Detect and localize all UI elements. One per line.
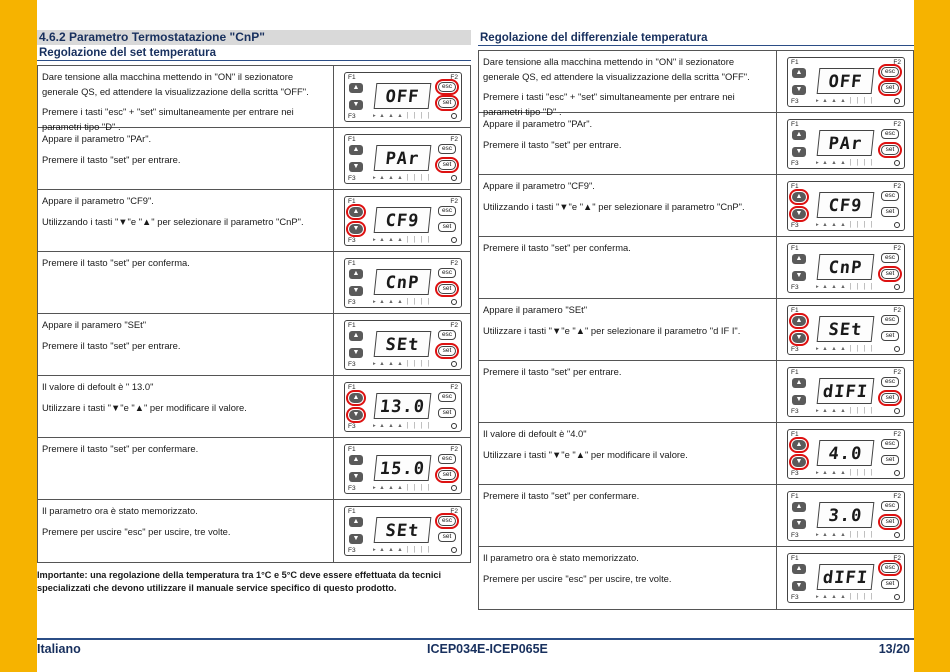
controller-panel-figure xyxy=(777,547,913,609)
controller-panel-figure xyxy=(777,237,913,298)
esc-key: esc xyxy=(881,253,899,263)
f1-label: F1 xyxy=(791,555,799,562)
lcd-display: OFF xyxy=(374,83,432,109)
step-line: Appare il paramero "SEt" xyxy=(483,304,588,315)
power-icon xyxy=(894,532,900,538)
up-arrow-icon: ▲ xyxy=(792,192,806,202)
f3-label: F3 xyxy=(791,532,799,539)
step-text xyxy=(479,175,777,236)
step-row xyxy=(479,361,913,423)
set-key: set xyxy=(881,331,899,341)
f2-label: F2 xyxy=(893,493,901,500)
right-color-band xyxy=(914,0,950,672)
step-line: Premere il tasto "set" per entrare. xyxy=(483,366,622,377)
status-icons: ▸ ▲ ▲ ▲ │ │ │ │ xyxy=(373,113,432,119)
f3-label: F3 xyxy=(348,299,356,306)
f2-label: F2 xyxy=(450,446,458,453)
controller-panel-figure xyxy=(334,438,470,499)
status-icons: ▸ ▲ ▲ ▲ │ │ │ │ xyxy=(373,237,432,243)
esc-key: esc xyxy=(438,330,456,340)
set-key: set xyxy=(438,98,456,108)
set-key: set xyxy=(881,455,899,465)
power-icon xyxy=(451,361,457,367)
power-icon xyxy=(451,237,457,243)
step-line: Il parametro ora è stato memorizzato. xyxy=(42,505,198,516)
footer-model: ICEP034E-ICEP065E xyxy=(427,642,548,656)
step-line: Utilizzare i tasti "▼"e "▲" per selezionare il parametro "d IF I". xyxy=(483,324,741,336)
step-line: Premere per uscire "esc" per uscire, tre volte. xyxy=(483,572,672,584)
step-text xyxy=(38,252,334,313)
f3-label: F3 xyxy=(348,423,356,430)
f3-label: F3 xyxy=(791,160,799,167)
left-column xyxy=(37,30,471,595)
down-arrow-icon: ▼ xyxy=(792,85,806,95)
lcd-display: PAr xyxy=(374,145,432,171)
section-title: 4.6.2 Parametro Termostatazione "CnP" xyxy=(37,30,471,45)
important-note: Importante: una regolazione della temperatura tra 1°C e 5°C deve essere effettuata da tecnici specializzati che devono utilizzare il manuale service specifico di questo prodotto. xyxy=(37,570,442,593)
f3-label: F3 xyxy=(791,284,799,291)
status-icons: ▸ ▲ ▲ ▲ │ │ │ │ xyxy=(373,299,432,305)
power-icon xyxy=(894,284,900,290)
controller-panel xyxy=(344,196,462,246)
f2-label: F2 xyxy=(893,245,901,252)
f1-label: F1 xyxy=(791,121,799,128)
f1-label: F1 xyxy=(791,183,799,190)
step-row xyxy=(479,175,913,237)
f3-label: F3 xyxy=(791,98,799,105)
down-arrow-icon: ▼ xyxy=(349,224,363,234)
step-row xyxy=(479,237,913,299)
down-arrow-icon: ▼ xyxy=(349,286,363,296)
controller-panel-figure xyxy=(334,252,470,313)
controller-panel xyxy=(787,491,905,541)
step-row xyxy=(38,314,470,376)
f2-label: F2 xyxy=(450,322,458,329)
step-row xyxy=(479,423,913,485)
step-text xyxy=(479,113,777,174)
power-icon xyxy=(894,222,900,228)
down-arrow-icon: ▼ xyxy=(792,395,806,405)
up-arrow-icon: ▲ xyxy=(349,145,363,155)
status-icons: ▸ ▲ ▲ ▲ │ │ │ │ xyxy=(373,547,432,553)
document-page xyxy=(37,0,914,672)
f2-label: F2 xyxy=(893,555,901,562)
controller-panel-figure xyxy=(334,314,470,375)
f1-label: F1 xyxy=(348,508,356,515)
controller-panel xyxy=(787,553,905,603)
down-arrow-icon: ▼ xyxy=(349,100,363,110)
lcd-display: dIFI xyxy=(817,378,875,404)
down-arrow-icon: ▼ xyxy=(792,581,806,591)
f1-label: F1 xyxy=(791,245,799,252)
set-key: set xyxy=(438,346,456,356)
up-arrow-icon: ▲ xyxy=(349,269,363,279)
down-arrow-icon: ▼ xyxy=(792,333,806,343)
f2-label: F2 xyxy=(893,307,901,314)
controller-panel-figure xyxy=(334,500,470,562)
up-arrow-icon: ▲ xyxy=(792,440,806,450)
up-arrow-icon: ▲ xyxy=(349,517,363,527)
f3-label: F3 xyxy=(791,346,799,353)
f2-label: F2 xyxy=(893,121,901,128)
set-key: set xyxy=(438,532,456,542)
power-icon xyxy=(451,113,457,119)
up-arrow-icon: ▲ xyxy=(792,502,806,512)
lcd-display: PAr xyxy=(817,130,875,156)
page-footer xyxy=(37,638,914,672)
controller-panel xyxy=(787,367,905,417)
f2-label: F2 xyxy=(450,508,458,515)
lcd-display: CnP xyxy=(374,269,432,295)
controller-panel xyxy=(344,320,462,370)
step-row xyxy=(38,66,470,132)
up-arrow-icon: ▲ xyxy=(792,68,806,78)
right-steps-table xyxy=(478,50,914,610)
down-arrow-icon: ▼ xyxy=(792,209,806,219)
f3-label: F3 xyxy=(348,485,356,492)
controller-panel xyxy=(787,243,905,293)
step-text xyxy=(38,190,334,251)
power-icon xyxy=(894,346,900,352)
left-steps-table xyxy=(37,65,471,563)
f3-label: F3 xyxy=(348,175,356,182)
status-icons: ▸ ▲ ▲ ▲ │ │ │ │ xyxy=(816,346,875,352)
status-icons: ▸ ▲ ▲ ▲ │ │ │ │ xyxy=(373,423,432,429)
controller-panel xyxy=(344,444,462,494)
up-arrow-icon: ▲ xyxy=(792,254,806,264)
f3-label: F3 xyxy=(791,594,799,601)
f1-label: F1 xyxy=(791,369,799,376)
esc-key: esc xyxy=(438,144,456,154)
power-icon xyxy=(894,470,900,476)
controller-panel-figure xyxy=(777,423,913,484)
f1-label: F1 xyxy=(791,493,799,500)
status-icons: ▸ ▲ ▲ ▲ │ │ │ │ xyxy=(816,594,875,600)
step-line: Premere il tasto "set" per entrare. xyxy=(42,339,181,351)
down-arrow-icon: ▼ xyxy=(349,472,363,482)
f2-label: F2 xyxy=(450,198,458,205)
left-subtitle: Regolazione del set temperatura xyxy=(37,45,471,61)
up-arrow-icon: ▲ xyxy=(349,83,363,93)
lcd-display: CF9 xyxy=(817,192,875,218)
step-text xyxy=(38,66,334,132)
controller-panel-figure xyxy=(777,51,913,112)
step-text xyxy=(38,500,334,562)
f2-label: F2 xyxy=(893,183,901,190)
controller-panel-figure xyxy=(777,299,913,360)
step-text xyxy=(479,361,777,422)
status-icons: ▸ ▲ ▲ ▲ │ │ │ │ xyxy=(816,98,875,104)
power-icon xyxy=(451,423,457,429)
lcd-display: 15.0 xyxy=(374,455,432,481)
power-icon xyxy=(451,547,457,553)
power-icon xyxy=(894,98,900,104)
f2-label: F2 xyxy=(893,369,901,376)
up-arrow-icon: ▲ xyxy=(349,393,363,403)
step-line: Premere per uscire "esc" per uscire, tre volte. xyxy=(42,525,231,537)
f2-label: F2 xyxy=(450,74,458,81)
esc-key: esc xyxy=(881,377,899,387)
power-icon xyxy=(451,299,457,305)
controller-panel-figure xyxy=(334,66,470,127)
lcd-display: CnP xyxy=(817,254,875,280)
step-text xyxy=(38,314,334,375)
down-arrow-icon: ▼ xyxy=(792,147,806,157)
controller-panel xyxy=(787,181,905,231)
step-row xyxy=(479,299,913,361)
set-key: set xyxy=(438,222,456,232)
set-key: set xyxy=(881,517,899,527)
step-line: Il valore di defoult è " 13.0" xyxy=(42,381,154,392)
step-line: Premere il tasto "set" per conferma. xyxy=(483,242,631,253)
step-row xyxy=(38,128,470,190)
f3-label: F3 xyxy=(348,547,356,554)
f2-label: F2 xyxy=(893,431,901,438)
up-arrow-icon: ▲ xyxy=(349,207,363,217)
step-line: Appare il paramero "SEt" xyxy=(42,319,147,330)
up-arrow-icon: ▲ xyxy=(792,564,806,574)
f3-label: F3 xyxy=(791,470,799,477)
f1-label: F1 xyxy=(791,431,799,438)
status-icons: ▸ ▲ ▲ ▲ │ │ │ │ xyxy=(373,361,432,367)
step-row xyxy=(479,547,913,609)
f2-label: F2 xyxy=(450,260,458,267)
lcd-display: 3.0 xyxy=(817,502,875,528)
controller-panel-figure xyxy=(777,485,913,546)
step-line: Dare tensione alla macchina mettendo in "ON" il sezionatore generale QS, ed attendere la visualizzazione della scritta "OFF". xyxy=(42,71,309,97)
controller-panel xyxy=(344,258,462,308)
step-text xyxy=(479,423,777,484)
step-line: Appare il parametro "CF9". xyxy=(483,180,595,191)
esc-key: esc xyxy=(881,191,899,201)
controller-panel xyxy=(787,429,905,479)
set-key: set xyxy=(881,579,899,589)
f1-label: F1 xyxy=(348,74,356,81)
set-key: set xyxy=(438,284,456,294)
step-line: Appare il parametro "CF9". xyxy=(42,195,154,206)
f2-label: F2 xyxy=(893,59,901,66)
status-icons: ▸ ▲ ▲ ▲ │ │ │ │ xyxy=(816,284,875,290)
esc-key: esc xyxy=(881,67,899,77)
step-row xyxy=(38,438,470,500)
up-arrow-icon: ▲ xyxy=(792,378,806,388)
f1-label: F1 xyxy=(791,307,799,314)
esc-key: esc xyxy=(881,315,899,325)
step-text xyxy=(479,547,777,609)
step-text xyxy=(479,237,777,298)
step-text xyxy=(479,299,777,360)
step-line: Premere il tasto "set" per confermare. xyxy=(42,443,199,454)
step-text xyxy=(38,128,334,189)
lcd-display: 13.0 xyxy=(374,393,432,419)
controller-panel xyxy=(787,57,905,107)
f1-label: F1 xyxy=(791,59,799,66)
controller-panel-figure xyxy=(777,175,913,236)
f1-label: F1 xyxy=(348,322,356,329)
controller-panel xyxy=(344,382,462,432)
f1-label: F1 xyxy=(348,446,356,453)
f1-label: F1 xyxy=(348,260,356,267)
power-icon xyxy=(894,408,900,414)
status-icons: ▸ ▲ ▲ ▲ │ │ │ │ xyxy=(816,408,875,414)
down-arrow-icon: ▼ xyxy=(349,410,363,420)
f1-label: F1 xyxy=(348,198,356,205)
lcd-display: SEt xyxy=(817,316,875,342)
step-line: Utilizzando i tasti "▼"e "▲" per selezionare il parametro "CnP". xyxy=(42,215,304,227)
controller-panel xyxy=(787,119,905,169)
controller-panel xyxy=(344,134,462,184)
up-arrow-icon: ▲ xyxy=(349,455,363,465)
step-line: Appare il parametro "PAr". xyxy=(483,118,593,129)
step-line: Premere i tasti "esc" + "set" simultaneamente per entrare nei parametri tipo "D" . xyxy=(483,91,735,117)
esc-key: esc xyxy=(438,454,456,464)
set-key: set xyxy=(438,408,456,418)
step-line: Il valore di defoult è "4.0" xyxy=(483,428,587,439)
controller-panel-figure xyxy=(777,113,913,174)
set-key: set xyxy=(438,470,456,480)
lcd-display: OFF xyxy=(817,68,875,94)
up-arrow-icon: ▲ xyxy=(349,331,363,341)
esc-key: esc xyxy=(881,563,899,573)
status-icons: ▸ ▲ ▲ ▲ │ │ │ │ xyxy=(373,175,432,181)
step-row xyxy=(38,190,470,252)
step-row xyxy=(479,113,913,175)
status-icons: ▸ ▲ ▲ ▲ │ │ │ │ xyxy=(373,485,432,491)
status-icons: ▸ ▲ ▲ ▲ │ │ │ │ xyxy=(816,222,875,228)
esc-key: esc xyxy=(438,206,456,216)
f3-label: F3 xyxy=(791,222,799,229)
esc-key: esc xyxy=(881,501,899,511)
lcd-display: CF9 xyxy=(374,207,432,233)
footer-page-number: 13/20 xyxy=(878,642,910,656)
step-text xyxy=(479,51,777,117)
step-text xyxy=(38,438,334,499)
set-key: set xyxy=(881,393,899,403)
left-color-band xyxy=(0,0,37,672)
step-line: Appare il parametro "PAr". xyxy=(42,133,152,144)
f3-label: F3 xyxy=(348,237,356,244)
controller-panel-figure xyxy=(777,361,913,422)
status-icons: ▸ ▲ ▲ ▲ │ │ │ │ xyxy=(816,160,875,166)
step-line: Utilizzare i tasti "▼"e "▲" per modificare il valore. xyxy=(42,401,247,413)
step-line: Premere il tasto "set" per entrare. xyxy=(42,153,181,165)
right-subtitle: Regolazione del differenziale temperatura xyxy=(478,30,914,46)
f3-label: F3 xyxy=(348,361,356,368)
down-arrow-icon: ▼ xyxy=(349,162,363,172)
set-key: set xyxy=(881,83,899,93)
step-row xyxy=(38,376,470,438)
lcd-display: SEt xyxy=(374,517,432,543)
lcd-display: 4.0 xyxy=(817,440,875,466)
step-text xyxy=(479,485,777,546)
step-line: Utilizzando i tasti "▼"e "▲" per selezionare il parametro "CnP". xyxy=(483,200,745,212)
step-row xyxy=(38,500,470,562)
f3-label: F3 xyxy=(791,408,799,415)
status-icons: ▸ ▲ ▲ ▲ │ │ │ │ xyxy=(816,532,875,538)
esc-key: esc xyxy=(438,392,456,402)
step-line: Premere il tasto "set" per conferma. xyxy=(42,257,190,268)
f1-label: F1 xyxy=(348,384,356,391)
down-arrow-icon: ▼ xyxy=(349,534,363,544)
step-row xyxy=(479,485,913,547)
right-column xyxy=(478,30,914,610)
esc-key: esc xyxy=(438,268,456,278)
f2-label: F2 xyxy=(450,384,458,391)
down-arrow-icon: ▼ xyxy=(792,519,806,529)
step-text xyxy=(38,376,334,437)
lcd-display: SEt xyxy=(374,331,432,357)
controller-panel xyxy=(344,72,462,122)
esc-key: esc xyxy=(881,439,899,449)
power-icon xyxy=(894,594,900,600)
lcd-display: dIFI xyxy=(817,564,875,590)
power-icon xyxy=(451,175,457,181)
f1-label: F1 xyxy=(348,136,356,143)
step-row xyxy=(479,51,913,117)
power-icon xyxy=(451,485,457,491)
step-row xyxy=(38,252,470,314)
set-key: set xyxy=(438,160,456,170)
power-icon xyxy=(894,160,900,166)
set-key: set xyxy=(881,269,899,279)
down-arrow-icon: ▼ xyxy=(792,271,806,281)
controller-panel-figure xyxy=(334,128,470,189)
controller-panel-figure xyxy=(334,376,470,437)
status-icons: ▸ ▲ ▲ ▲ │ │ │ │ xyxy=(816,470,875,476)
step-line: Utilizzare i tasti "▼"e "▲" per modificare il valore. xyxy=(483,448,688,460)
up-arrow-icon: ▲ xyxy=(792,316,806,326)
set-key: set xyxy=(881,145,899,155)
step-line: Dare tensione alla macchina mettendo in "ON" il sezionatore generale QS, ed attendere la visualizzazione della scritta "OFF". xyxy=(483,56,750,82)
step-line: Premere i tasti "esc" + "set" simultaneamente per entrare nei parametri tipo "D" . xyxy=(42,106,294,132)
step-line: Premere il tasto "set" per entrare. xyxy=(483,138,622,150)
up-arrow-icon: ▲ xyxy=(792,130,806,140)
controller-panel xyxy=(344,506,462,556)
step-line: Premere il tasto "set" per confermare. xyxy=(483,490,640,501)
down-arrow-icon: ▼ xyxy=(349,348,363,358)
esc-key: esc xyxy=(881,129,899,139)
f2-label: F2 xyxy=(450,136,458,143)
esc-key: esc xyxy=(438,516,456,526)
esc-key: esc xyxy=(438,82,456,92)
step-line: Il parametro ora è stato memorizzato. xyxy=(483,552,639,563)
controller-panel-figure xyxy=(334,190,470,251)
down-arrow-icon: ▼ xyxy=(792,457,806,467)
set-key: set xyxy=(881,207,899,217)
controller-panel xyxy=(787,305,905,355)
footer-language: Italiano xyxy=(37,642,81,656)
f3-label: F3 xyxy=(348,113,356,120)
